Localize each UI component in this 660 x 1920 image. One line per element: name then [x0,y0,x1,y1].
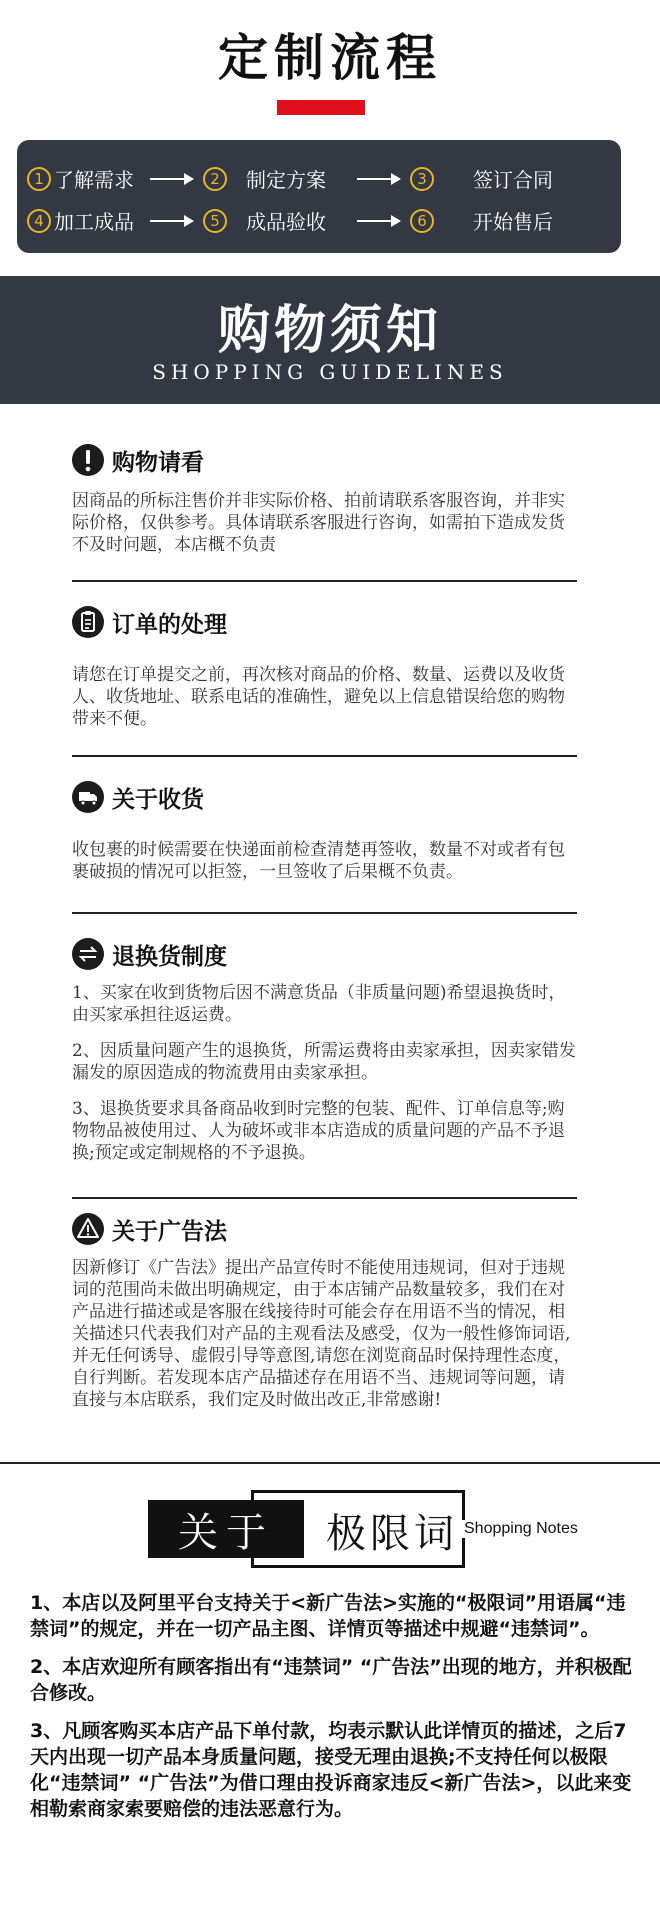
arrow-right-icon [150,220,192,222]
process-step-4 [27,206,134,235]
section-paragraph: 1、买家在收到货物后因不满意货品（非质量问题)希望退换货时，由买家承担往返运费。 [72,983,566,1025]
arrow-right-icon [357,178,399,180]
section-paragraph: 3、退换货要求具备商品收到时完整的包装、配件、订单信息等;购物物品被使用过、人为破坏或非本店造成的质量问题的产品不予退换;预定或定制规格的不予退换。 [72,1099,565,1163]
section-advertising-law [72,1209,577,1411]
process-step-1 [27,164,134,193]
exclamation-icon [72,444,104,476]
step-label-1: 了解需求 [54,168,134,192]
step-number-3: 3 [410,167,434,191]
note-item: 2、本店欢迎所有顾客指出有“违禁词” “广告法”出现的地方，并积极配合修改。 [30,1656,632,1704]
section-title: 订单的处理 [112,610,227,638]
guidelines-banner [0,276,660,404]
banner-subtitle: SHOPPING GUIDELINES [152,360,508,384]
section-title: 退换货制度 [112,942,227,970]
note-item: 3、凡顾客购买本店产品下单付款，均表示默认此详情页的描述，之后7天内出现一切产品本身质量问题，接受无理由退换;不支持任何以极限化“违禁词” “广告法”为借口理由投诉商家违反<新广告法>，以此来变相勒索商家索要赔偿的违法恶意行为。 [30,1720,632,1820]
step-number-5: 5 [203,209,227,233]
clipboard-icon [72,606,104,638]
banner-title: 购物须知 [217,300,442,361]
about-label: 关于 [148,1500,304,1558]
divider [72,1197,577,1199]
step-label-3: 签订合同 [473,168,553,192]
step-number-2: 2 [203,167,227,191]
step-number-1: 1 [27,167,51,191]
section-paragraph: 请您在订单提交之前，再次核对商品的价格、数量、运费以及收货人、收货地址、联系电话的准确性，避免以上信息错误给您的购物带来不便。 [72,665,565,729]
process-step-3 [410,164,553,193]
limit-words-title: 极限词 [326,1511,458,1557]
section-order-processing [72,602,577,730]
section-receiving [72,777,577,883]
process-step-5 [203,206,326,235]
section-paragraph: 收包裹的时候需要在快递面前检查清楚再签收，数量不对或者有包裹破损的情况可以拒签，一旦签收了后果概不负责。 [72,840,565,882]
limit-words-subtitle: Shopping Notes [464,1520,578,1537]
step-label-6: 开始售后 [473,210,553,234]
section-returns [72,934,577,1164]
warning-icon [72,1213,104,1245]
section-title: 关于收货 [112,785,204,813]
section-paragraph: 因新修订《广告法》提出产品宣传时不能使用违规词，但对于违规词的范围尚未做出明确规定，由于本店铺产品数量较多，我们在对产品进行描述或是客服在线接待时可能会存在用语不当的情况，相关描述只代表我们对产品的主观看法及感受，仅为一般性修饰词语,并无任何诱导、虚假引导等意图,请您在浏览商品时保持理性态度，自行判断。若发现本店产品描述存在用语不当、违规词等问题，请直接与本店联系，我们定及时做出改正,非常感谢! [72,1258,571,1410]
arrow-right-icon [150,178,192,180]
divider [72,912,577,914]
step-number-6: 6 [410,209,434,233]
step-number-4: 4 [27,209,51,233]
section-title: 关于广告法 [112,1217,227,1245]
full-width-divider [0,1462,660,1464]
step-label-2: 制定方案 [246,168,326,192]
limit-words-notes [30,1590,635,1822]
truck-icon [72,781,104,813]
divider [72,580,577,582]
arrow-right-icon [357,220,399,222]
section-shopping-notice [72,440,577,556]
title-underline [277,100,365,115]
process-panel [17,140,621,253]
process-step-2 [203,164,326,193]
section-paragraph: 2、因质量问题产生的退换货，所需运费将由卖家承担，因卖家错发漏发的原因造成的物流费用由卖家承担。 [72,1041,576,1083]
step-label-5: 成品验收 [246,210,326,234]
step-label-4: 加工成品 [54,210,134,234]
section-paragraph: 因商品的所标注售价并非实际价格、拍前请联系客服咨询，并非实际价格，仅供参考。具体请联系客服进行咨询，如需拍下造成发货不及时问题，本店概不负责 [72,491,565,555]
divider [72,755,577,757]
note-item: 1、本店以及阿里平台支持关于<新广告法>实施的“极限词”用语属“违禁词”的规定，并在一切产品主图、详情页等描述中规避“违禁词”。 [30,1592,626,1640]
exchange-icon [72,938,104,970]
section-title: 购物请看 [112,448,204,476]
process-title: 定制流程 [218,28,442,87]
process-step-6 [410,206,553,235]
